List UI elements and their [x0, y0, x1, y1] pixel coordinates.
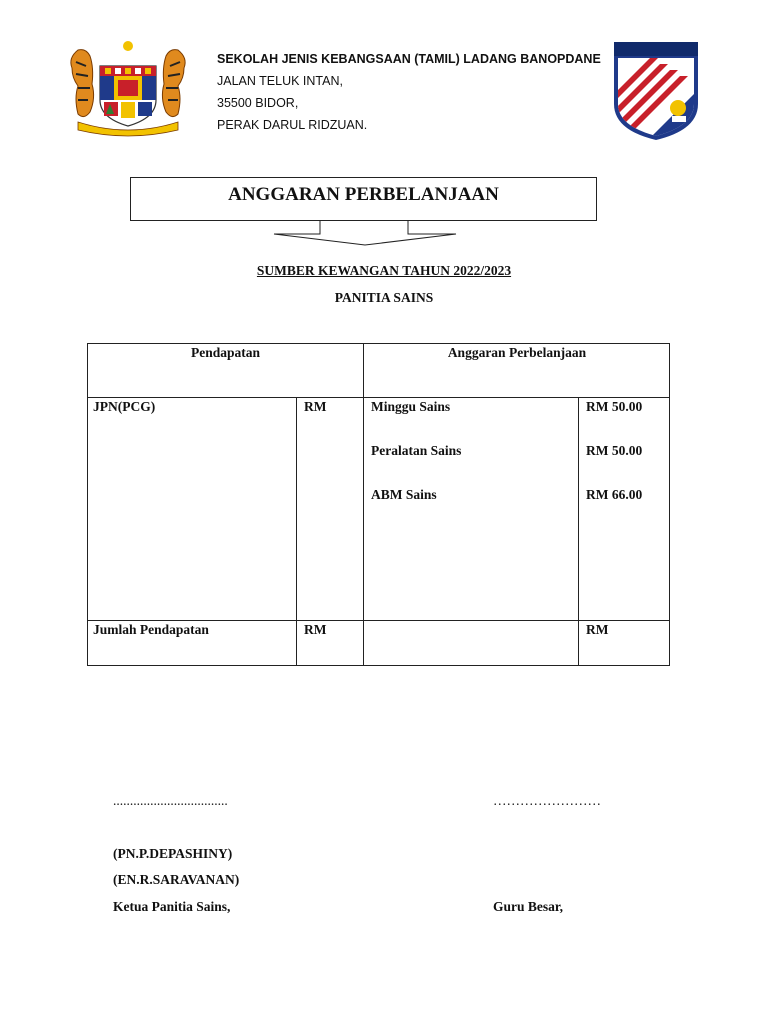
expense-amount: RM 50.00 — [586, 443, 643, 458]
subtitle-funding-year: SUMBER KEWANGAN TAHUN 2022/2023 — [256, 263, 512, 278]
budget-table — [87, 343, 671, 668]
signatory-name-2: (EN.R.SARAVANAN) — [113, 872, 240, 887]
expense-item: ABM Sains — [371, 487, 437, 502]
total-label: Jumlah Pendapatan — [93, 622, 209, 637]
document-title: ANGGARAN PERBELANJAAN — [228, 184, 499, 205]
subtitle-committee: PANITIA SAINS — [334, 290, 434, 305]
signature-line-right: …………………… — [493, 793, 601, 808]
address-line-2: 35500 BIDOR, — [217, 96, 299, 110]
coat-of-arms-icon — [64, 38, 192, 138]
signatory-role-left: Ketua Panitia Sains, — [113, 899, 231, 914]
total-expense-amount: RM — [586, 622, 609, 637]
address-line-3: PERAK DARUL RIDZUAN. — [217, 118, 368, 132]
signature-line-left: .................................. — [113, 793, 228, 808]
expense-item: Minggu Sains — [371, 399, 451, 414]
expense-amount: RM 66.00 — [586, 487, 643, 502]
down-arrow-icon — [272, 220, 458, 248]
header-income: Pendapatan — [190, 345, 261, 360]
income-amount: RM — [304, 399, 327, 414]
header-expense: Anggaran Perbelanjaan — [447, 345, 587, 360]
signatory-name-1: (PN.P.DEPASHINY) — [113, 846, 233, 861]
school-logo-icon — [610, 38, 702, 142]
income-source: JPN(PCG) — [93, 399, 156, 414]
signatory-role-right: Guru Besar, — [493, 899, 564, 914]
address-line-1: JALAN TELUK INTAN, — [217, 74, 343, 88]
total-income-amount: RM — [304, 622, 327, 637]
expense-item: Peralatan Sains — [371, 443, 462, 458]
expense-amount: RM 50.00 — [586, 399, 643, 414]
school-name: SEKOLAH JENIS KEBANGSAAN (TAMIL) LADANG BANOPDANE — [217, 52, 601, 66]
